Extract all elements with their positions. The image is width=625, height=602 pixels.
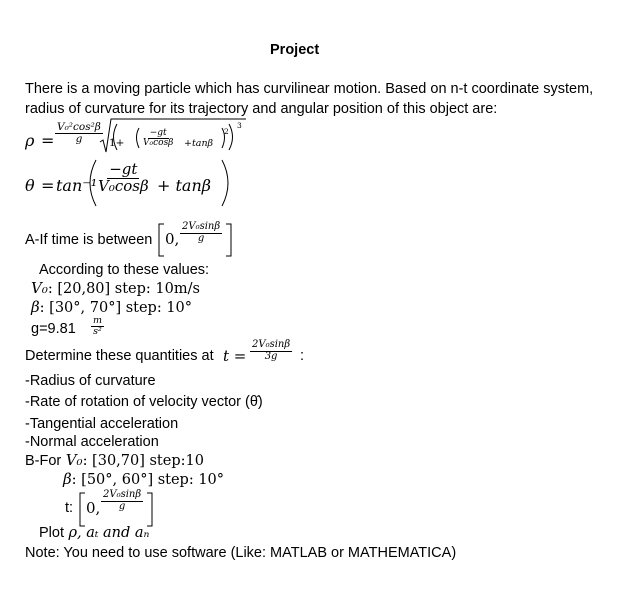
part-a-interval-num: 2V₀sinβ — [182, 221, 221, 232]
rho-outer-paren-right — [229, 124, 233, 150]
rho-inner-den: V₀cosβ — [143, 138, 174, 149]
rho-fraction-num: V₀²cos²β — [57, 121, 101, 133]
quantity-item: -Radius of curvature — [25, 373, 156, 389]
quantity-item: -Tangential acceleration — [25, 416, 179, 432]
values-heading: According to these values: — [39, 262, 210, 278]
rho-cube-exponent: 3 — [237, 121, 242, 130]
theta-symbol: θ — [25, 176, 35, 195]
determine-colon: : — [300, 348, 305, 364]
theta-fraction-den: V₀cosβ — [98, 176, 149, 195]
page-title: Project — [270, 42, 320, 58]
rho-outer-paren-left — [114, 124, 118, 150]
rho-inner-paren-right — [222, 128, 225, 148]
rho-fraction-den: g — [75, 133, 83, 146]
quantity-item: -Normal acceleration — [25, 434, 159, 450]
part-a-v0-label: V₀ — [31, 279, 48, 297]
rho-one-plus: 1+ — [109, 137, 125, 149]
part-b-bracket-left — [80, 493, 85, 526]
part-b-v0-range: : [30,70] step:10 — [82, 453, 204, 469]
part-b-t-start: 0, — [86, 499, 101, 517]
part-b-beta-range: : [50°, 60°] step: 10° — [71, 472, 225, 488]
rho-inner-num: −gt — [149, 128, 167, 138]
part-b-v0-label: V₀ — [65, 451, 83, 469]
theta-paren-left — [90, 160, 96, 206]
theta-tan-inverse: tan⁻¹ — [56, 176, 98, 195]
plot-variables: ρ, aₜ and aₙ — [68, 525, 150, 541]
part-b-bracket-right — [147, 493, 152, 526]
part-b-t-label: t: — [65, 500, 74, 516]
rho-inner-paren-left — [137, 128, 140, 148]
part-b-for: B-For — [25, 453, 62, 469]
gravity-unit-den: s² — [93, 325, 102, 337]
quantity-item: -Rate of rotation of velocity vector (θ̇) — [25, 394, 263, 410]
part-a-beta-label: β — [31, 298, 40, 316]
determine-t-den: 3g — [264, 350, 278, 362]
gravity-unit-num: m — [93, 315, 103, 326]
theta-fraction-num: −gt — [109, 160, 138, 178]
theta-paren-right — [222, 160, 228, 206]
rho-square-exponent: 2 — [224, 127, 229, 136]
determine-t-equals: t = — [223, 347, 247, 365]
part-a-bracket-right — [226, 224, 231, 256]
rho-inner-plus-tan: +tanβ — [184, 138, 214, 149]
theta-plus-tan: + tanβ — [157, 176, 212, 195]
part-a-v0-range: : [20,80] step: 10m/s — [47, 281, 200, 297]
part-a-beta-range: : [30°, 70°] step: 10° — [39, 300, 193, 316]
determine-text: Determine these quantities at — [25, 348, 214, 364]
part-a-interval-start: 0, — [165, 230, 180, 248]
rho-equals: = — [41, 131, 55, 150]
plot-text: Plot — [39, 525, 64, 541]
part-b-t-num: 2V₀sinβ — [103, 489, 142, 500]
intro-line-1: There is a moving particle which has curvilinear motion. Based on n-t coordinate system, — [25, 81, 594, 97]
part-b-t-den: g — [118, 500, 126, 512]
intro-line-2: radius of curvature for its trajectory and angular position of this object are: — [25, 101, 498, 117]
part-b-beta-label: β — [63, 470, 72, 488]
gravity-value: g=9.81 — [31, 321, 76, 337]
theta-equals: = — [41, 176, 55, 195]
part-a-bracket-left — [159, 224, 164, 256]
note-text: Note: You need to use software (Like: MATLAB or MATHEMATICA) — [25, 545, 457, 561]
part-a-interval-den: g — [197, 232, 205, 244]
part-a-intro: A-If time is between — [25, 232, 153, 248]
determine-t-num: 2V₀sinβ — [252, 339, 291, 350]
rho-symbol: ρ — [25, 131, 35, 150]
